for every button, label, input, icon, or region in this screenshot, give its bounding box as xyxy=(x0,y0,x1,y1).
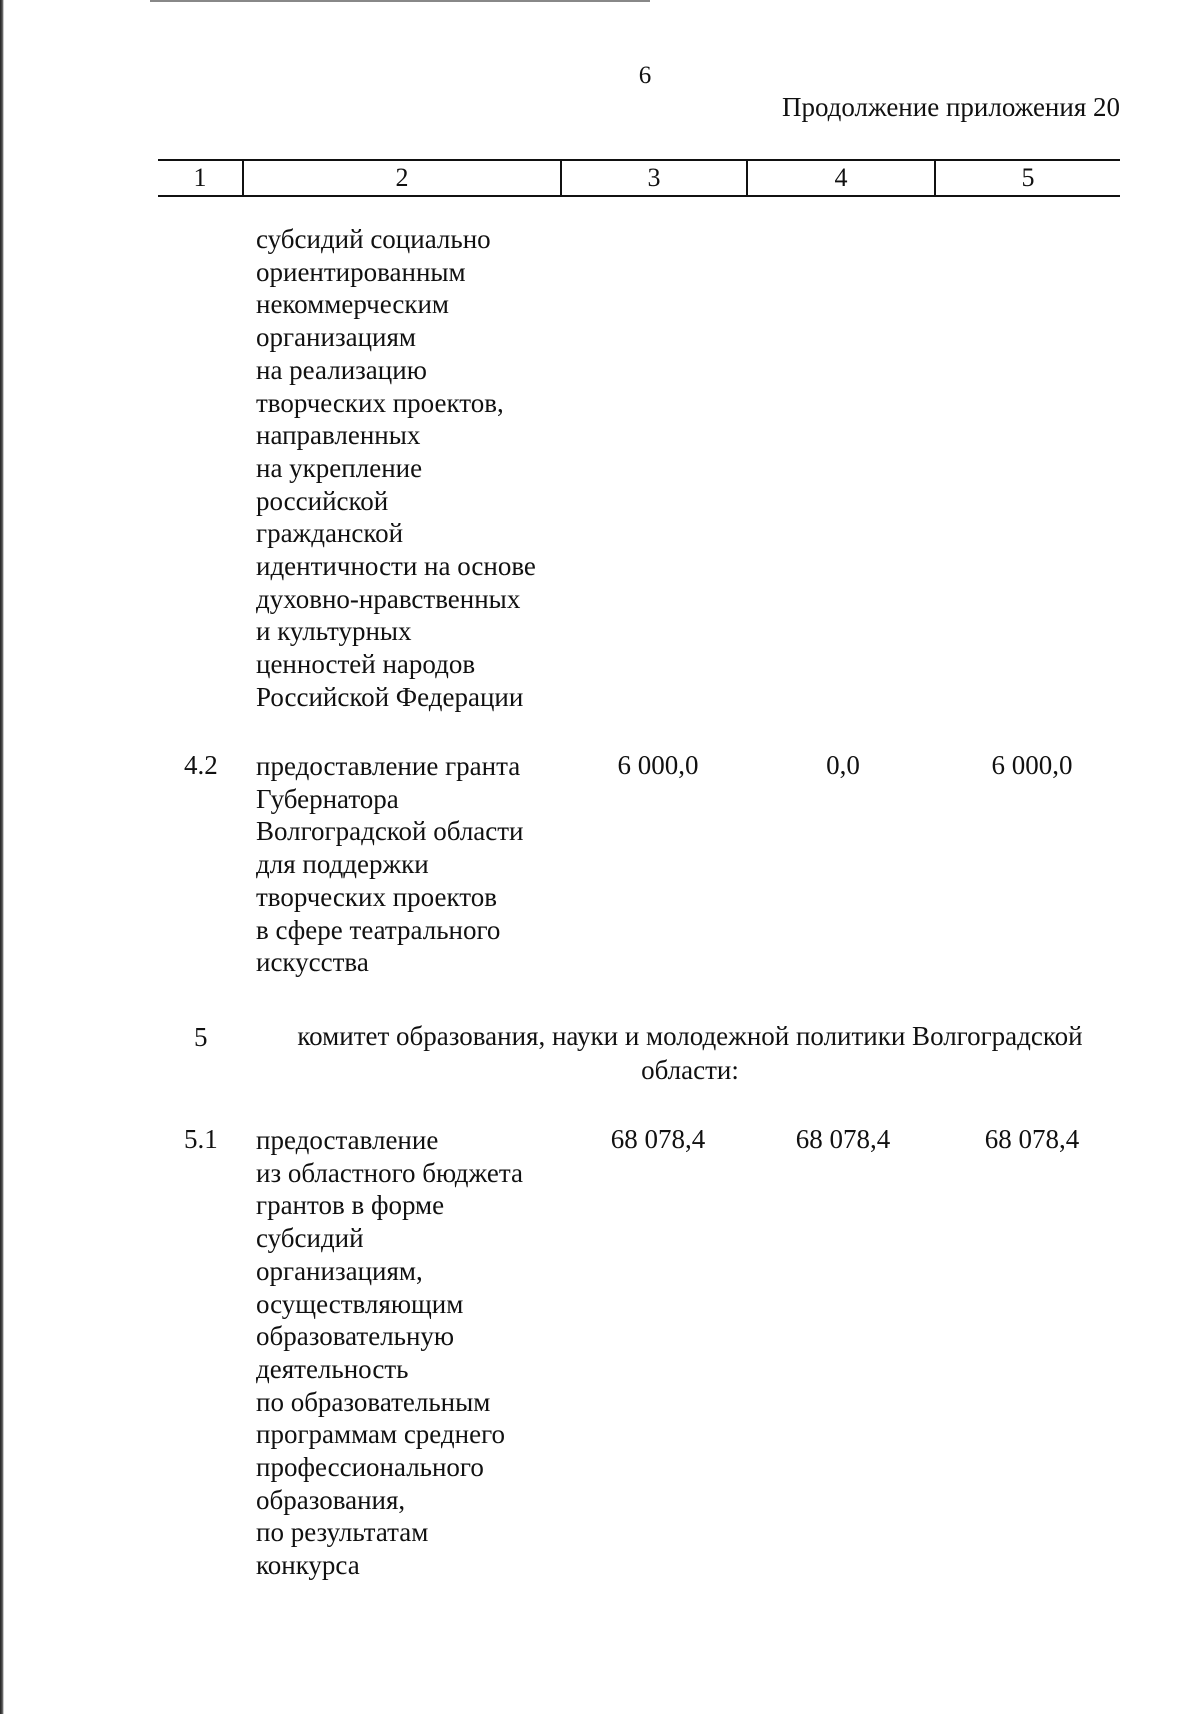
row-col3-value: 6 000,0 xyxy=(617,750,699,780)
continuation-text: субсидий социально ориентированным некоммерческим организациям на реализацию творческих проектов, направленных на укрепление российской гражданской идентичности на основе духовно-нравственных и культурных ценностей народов Российской Федерации xyxy=(256,224,536,712)
page-number: 6 xyxy=(638,62,652,89)
scan-edge-left xyxy=(0,0,4,1714)
row-col3-value: 68 078,4 xyxy=(610,1124,706,1154)
appendix-title: Продолжение приложения 20 xyxy=(781,92,1120,122)
scan-edge-top xyxy=(150,0,650,2)
table-header-col-2: 2 xyxy=(242,161,560,195)
table-header-row xyxy=(158,159,1120,197)
table-header-col-5: 5 xyxy=(934,161,1120,195)
table-header-col-1: 1 xyxy=(193,163,207,192)
row-description: предоставление из областного бюджета грантов в форме субсидий организациям, осуществляющим образовательную деятельность по образовательным программам среднего профессионального образования, по результатам конкурса xyxy=(256,1125,523,1581)
section-number: 5 xyxy=(194,1022,208,1052)
row-number: 4.2 xyxy=(184,750,218,780)
row-number: 5.1 xyxy=(184,1124,218,1154)
row-col5-value: 68 078,4 xyxy=(984,1124,1080,1154)
row-col4-value: 0,0 xyxy=(826,750,860,780)
section-heading: комитет образования, науки и молодежной политики Волгоградской области: xyxy=(297,1021,1083,1085)
table-header-col-3: 3 xyxy=(560,161,746,195)
table-header-col-4: 4 xyxy=(746,161,934,195)
row-description: предоставление гранта Губернатора Волгоградской области для поддержки творческих проектов в сфере театрального искусства xyxy=(256,751,524,978)
row-col5-value: 6 000,0 xyxy=(991,750,1073,780)
row-col4-value: 68 078,4 xyxy=(795,1124,891,1154)
